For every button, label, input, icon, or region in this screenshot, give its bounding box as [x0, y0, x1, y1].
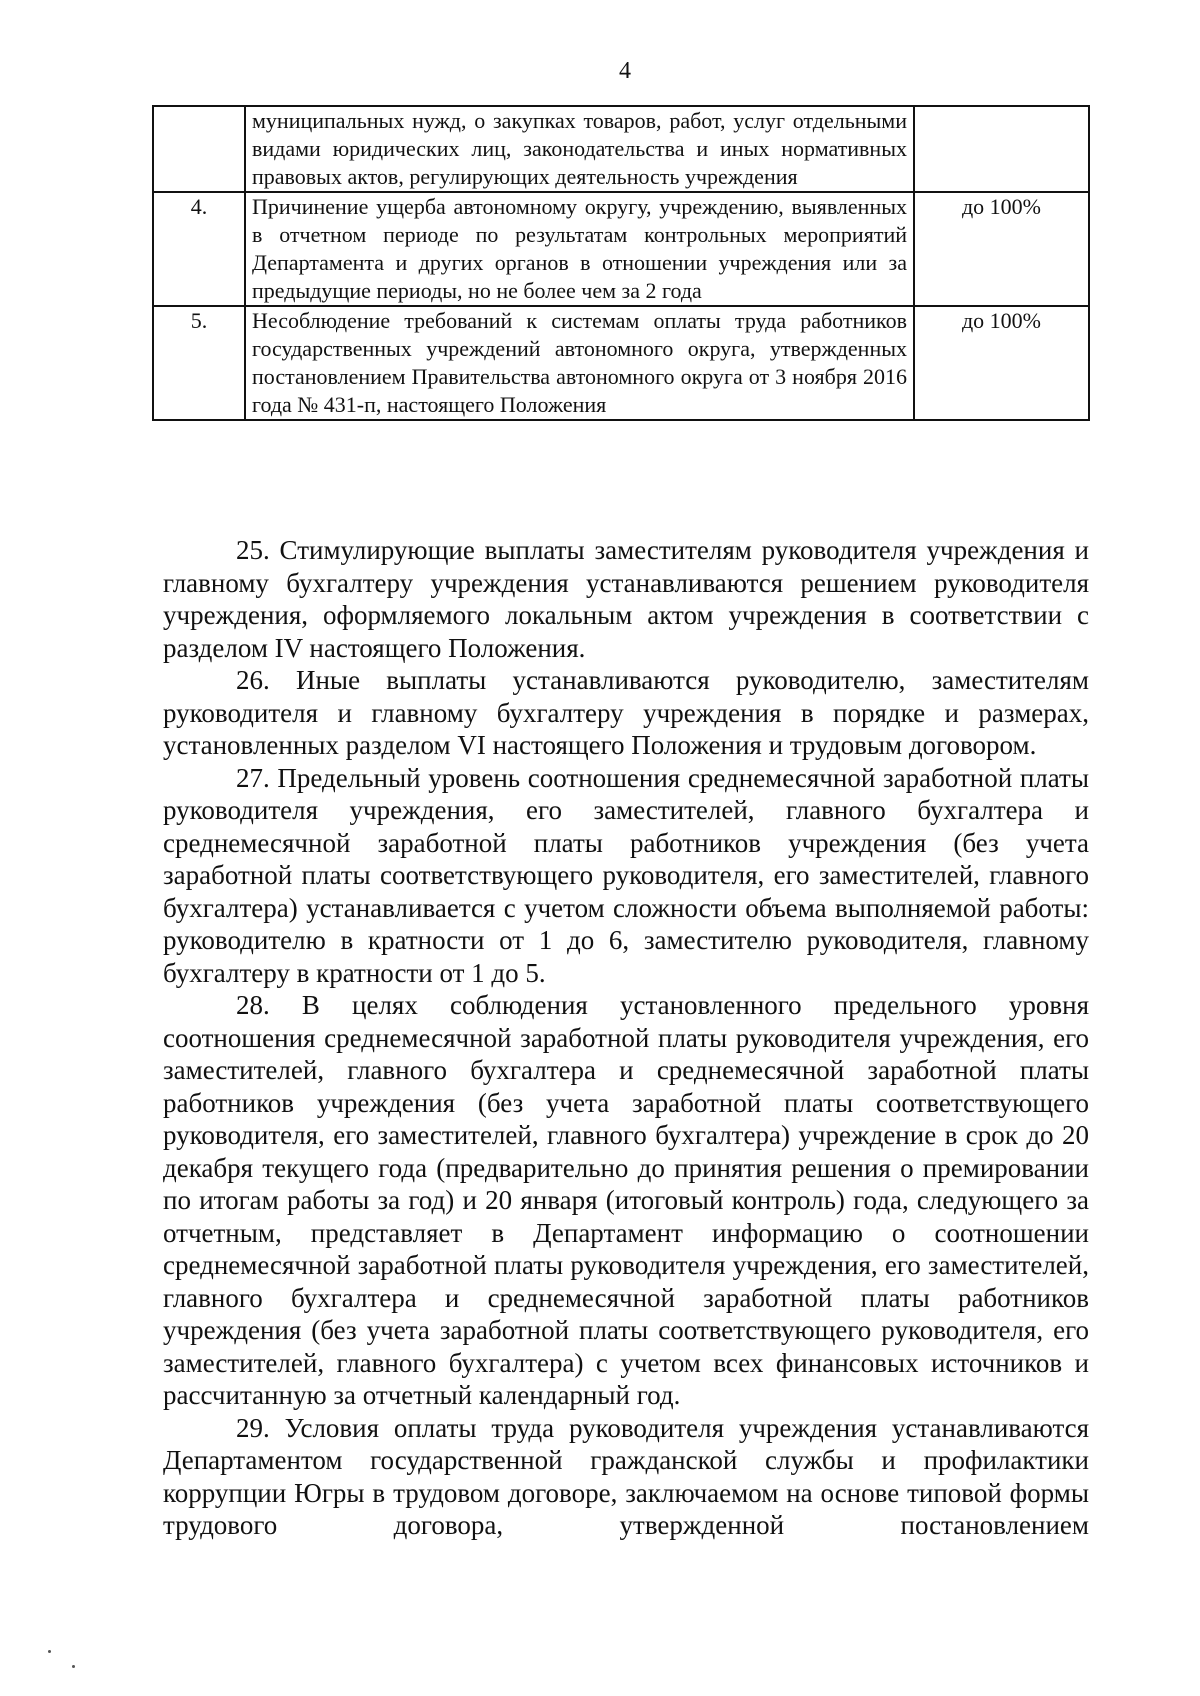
row-value: до 100% [914, 192, 1089, 306]
table-row [153, 306, 1089, 420]
row-description: муниципальных нужд, о закупках товаров, работ, услуг отдельными видами юридических лиц, законодательства и иных нормативных правовых актов, регулирующих деятельность учреждения [245, 106, 914, 192]
paragraph-29: 29. Условия оплаты труда руководителя учреждения устанавливаются Департаментом государственной гражданской службы и профилактики коррупции Югры в трудовом договоре, заключаемом на основе типовой формы трудового договора, утвержденной постановлением [163, 1412, 1089, 1540]
row-value [914, 106, 1089, 192]
penalty-table [152, 105, 1090, 421]
page-number: 4 [619, 58, 631, 84]
row-description: Причинение ущерба автономному округу, учреждению, выявленных в отчетном периоде по результатам контрольных мероприятий Департамента и других органов в отношении учреждения или за предыдущие периоды, но не более чем за 2 года [245, 192, 914, 306]
paragraph-26: 26. Иные выплаты устанавливаются руководителю, заместителям руководителя и главному бухгалтеру учреждения в порядке и размерах, установленных разделом VI настоящего Положения и трудовым договором. [163, 665, 1089, 760]
row-value: до 100% [914, 306, 1089, 420]
paragraph-28: 28. В целях соблюдения установленного предельного уровня соотношения среднемесячной заработной платы руководителя учреждения, его заместителей, главного бухгалтера и среднемесячной заработной платы работников учреждения (без учета заработной платы соответствующего руководителя, его заместителей, главного бухгалтера) учреждение в срок до 20 декабря текущего года (предварительно до принятия решения о премировании по итогам работы за год) и 20 января (итоговый контроль) года, следующего за отчетным, представляет в Департамент информацию о соотношении среднемесячной заработной платы руководителя учреждения, его заместителей, главного бухгалтера и среднемесячной заработной платы работников учреждения (без учета заработной платы соответствующего руководителя, его заместителей, главного бухгалтера) с учетом всех финансовых источников и рассчитанную за отчетный календарный год. [163, 990, 1089, 1410]
row-number: 4. [153, 192, 245, 306]
paragraph-25: 25. Стимулирующие выплаты заместителям руководителя учреждения и главному бухгалтеру учреждения устанавливаются решением руководителя учреждения, оформляемого локальным актом учреждения в соответствии с разделом IV настоящего Положения. [163, 535, 1089, 663]
scan-speck [72, 1665, 75, 1668]
table-row [153, 106, 1089, 192]
paragraph-27: 27. Предельный уровень соотношения среднемесячной заработной платы руководителя учреждения, его заместителей, главного бухгалтера и среднемесячной заработной платы работников учреждения (без учета заработной платы соответствующего руководителя, его заместителей, главного бухгалтера) устанавливается с учетом сложности объема выполняемой работы: руководителю в кратности от 1 до 6, заместителю руководителя, главному бухгалтеру в кратности от 1 до 5. [163, 762, 1089, 988]
row-description: Несоблюдение требований к системам оплаты труда работников государственных учреждений автономного округа, утвержденных постановлением Правительства автономного округа от 3 ноября 2016 года № 431-п, настоящего Положения [245, 306, 914, 420]
scan-speck [48, 1650, 51, 1653]
body-text [163, 534, 1089, 1542]
table-row [153, 192, 1089, 306]
row-number: 5. [153, 306, 245, 420]
row-number [153, 106, 245, 192]
